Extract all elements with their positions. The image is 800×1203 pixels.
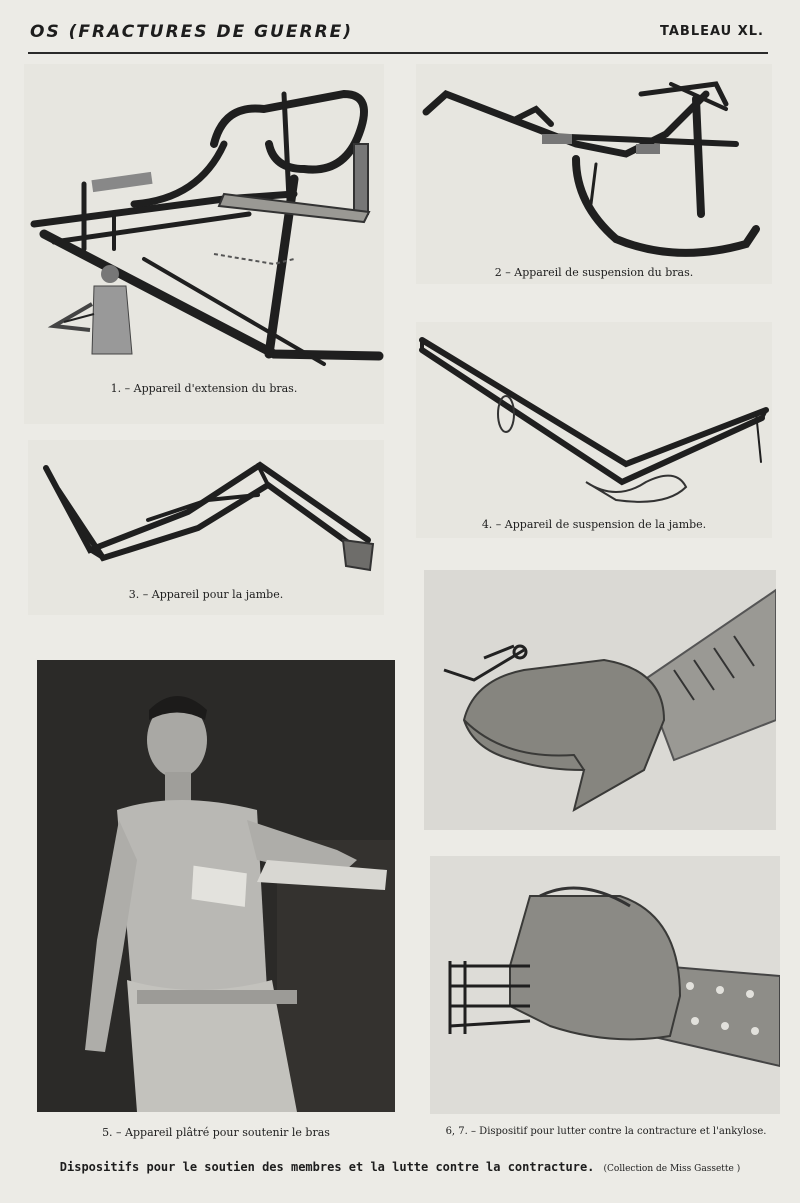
figure-3-panel xyxy=(28,440,384,615)
figure-2-caption: 2 – Appareil de suspension du bras. xyxy=(494,266,694,279)
figure-4-leg-suspension-apparatus xyxy=(416,322,772,512)
figure-6-photograph xyxy=(424,570,776,830)
figure-7-photograph xyxy=(430,856,780,1114)
figure-6-gloved-hand-device xyxy=(424,570,776,830)
plate-number: TABLEAU XL. xyxy=(660,24,764,39)
figure-3-leg-apparatus xyxy=(28,440,384,580)
figure-2-panel xyxy=(416,64,772,284)
figure-3-caption: 3. – Appareil pour la jambe. xyxy=(128,588,284,601)
figure-5-caption: 5. – Appareil plâtré pour soutenir le bras xyxy=(102,1126,330,1139)
figure-4-panel xyxy=(416,322,772,538)
plate-footer xyxy=(0,1156,800,1175)
figure-5-photograph xyxy=(37,660,395,1112)
figure-4-caption: 4. – Appareil de suspension de la jambe. xyxy=(481,518,707,531)
figure-1-caption: 1. – Appareil d'extension du bras. xyxy=(110,382,298,395)
collection-credit: (Collection de Miss Gassette ) xyxy=(603,1164,741,1174)
running-header-title: OS (FRACTURES DE GUERRE) xyxy=(30,22,354,42)
figure-1-panel xyxy=(24,64,384,424)
plate-title: Dispositifs pour le soutien des membres et la lutte contre la contracture. xyxy=(59,1160,595,1174)
header-rule xyxy=(28,52,768,54)
figure-6-7-caption: 6, 7. – Dispositif pour lutter contre la contracture et l'ankylose. xyxy=(445,1126,767,1137)
figure-7-hand-contracture-device xyxy=(430,856,780,1114)
figure-1-arm-extension-apparatus xyxy=(24,64,384,424)
figure-5-patient-in-plaster xyxy=(37,660,395,1112)
figure-2-arm-suspension-apparatus xyxy=(416,64,772,284)
